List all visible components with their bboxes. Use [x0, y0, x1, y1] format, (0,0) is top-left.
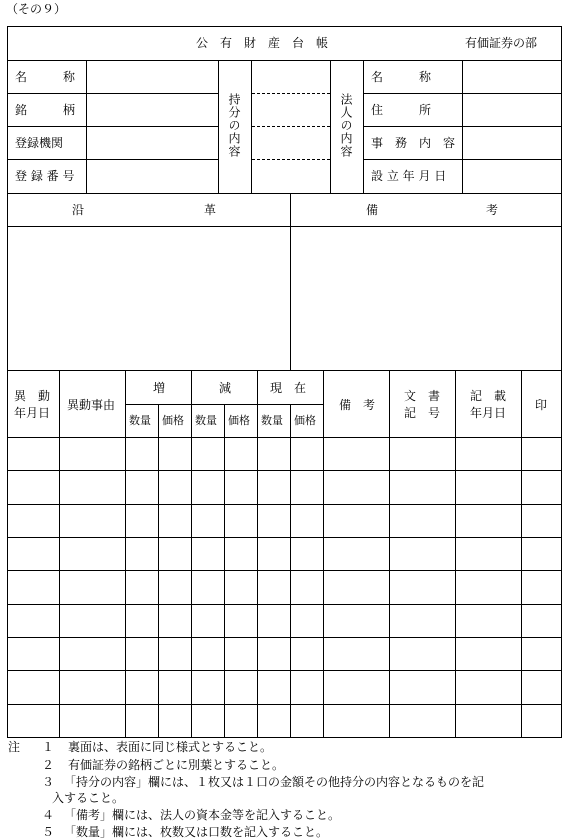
notes-prefix: 注	[8, 740, 21, 754]
col-price-cur: 価格	[294, 414, 316, 427]
note-text: 裏面は、表面に同じ様式とすること。	[68, 740, 273, 754]
col-decrease: 減	[219, 381, 232, 395]
note-text: 「数量」欄には、枚数又は口数を記入すること。	[64, 825, 329, 839]
col-reason: 異動事由	[67, 398, 116, 412]
col-price-inc: 価格	[162, 414, 184, 427]
label-registrar: 登録機関	[15, 136, 64, 150]
col-qty-dec: 数量	[195, 414, 217, 427]
label-name: 名 称	[15, 70, 76, 84]
label-corp-name: 名 称	[371, 70, 432, 84]
note-text: 「備考」欄には、法人の資本金等を記入すること。	[64, 808, 341, 822]
form-title: 公 有 財 産 台 帳	[196, 36, 329, 50]
label-brand: 銘 柄	[15, 103, 76, 117]
note-text-continued: 入すること。	[52, 791, 125, 805]
col-price-dec: 価格	[228, 414, 250, 427]
label-reg-number: 登 録 番 号	[15, 169, 75, 183]
section-label: 有価証券の部	[465, 36, 538, 50]
col-date-line1: 異 動	[14, 389, 51, 403]
col-qty-cur: 数量	[261, 414, 283, 427]
label-address: 住 所	[371, 103, 432, 117]
col-date-line2: 年月日	[14, 406, 51, 420]
col-doc-line2: 記 号	[404, 406, 441, 420]
note-text: 「持分の内容」欄には、１枚又は１口の金額その他持分の内容となるものを記	[64, 775, 485, 789]
note-num: ３	[42, 775, 55, 789]
note-num: ５	[42, 825, 55, 839]
remarks-header: 備 考	[366, 203, 499, 217]
label-mochibun: 持分の内容	[227, 93, 241, 158]
col-qty-inc: 数量	[129, 414, 151, 427]
history-header: 沿 革	[72, 203, 217, 217]
col-remarks: 備 考	[339, 398, 376, 412]
note-num: ２	[42, 758, 55, 772]
col-increase: 増	[153, 381, 166, 395]
col-entry-line2: 年月日	[470, 406, 507, 420]
form-number-label: （その９）	[6, 2, 67, 16]
col-doc-line1: 文 書	[404, 389, 441, 403]
note-num: １	[42, 740, 55, 754]
note-text: 有価証券の銘柄ごとに別葉とすること。	[68, 758, 285, 772]
label-business: 事 務 内 容	[371, 136, 456, 150]
col-entry-line1: 記 載	[470, 389, 507, 403]
label-hojin: 法人の内容	[339, 93, 353, 158]
label-established: 設 立 年 月 日	[371, 169, 447, 183]
col-seal: 印	[535, 398, 548, 412]
col-current: 現 在	[270, 381, 307, 395]
note-num: ４	[42, 808, 55, 822]
